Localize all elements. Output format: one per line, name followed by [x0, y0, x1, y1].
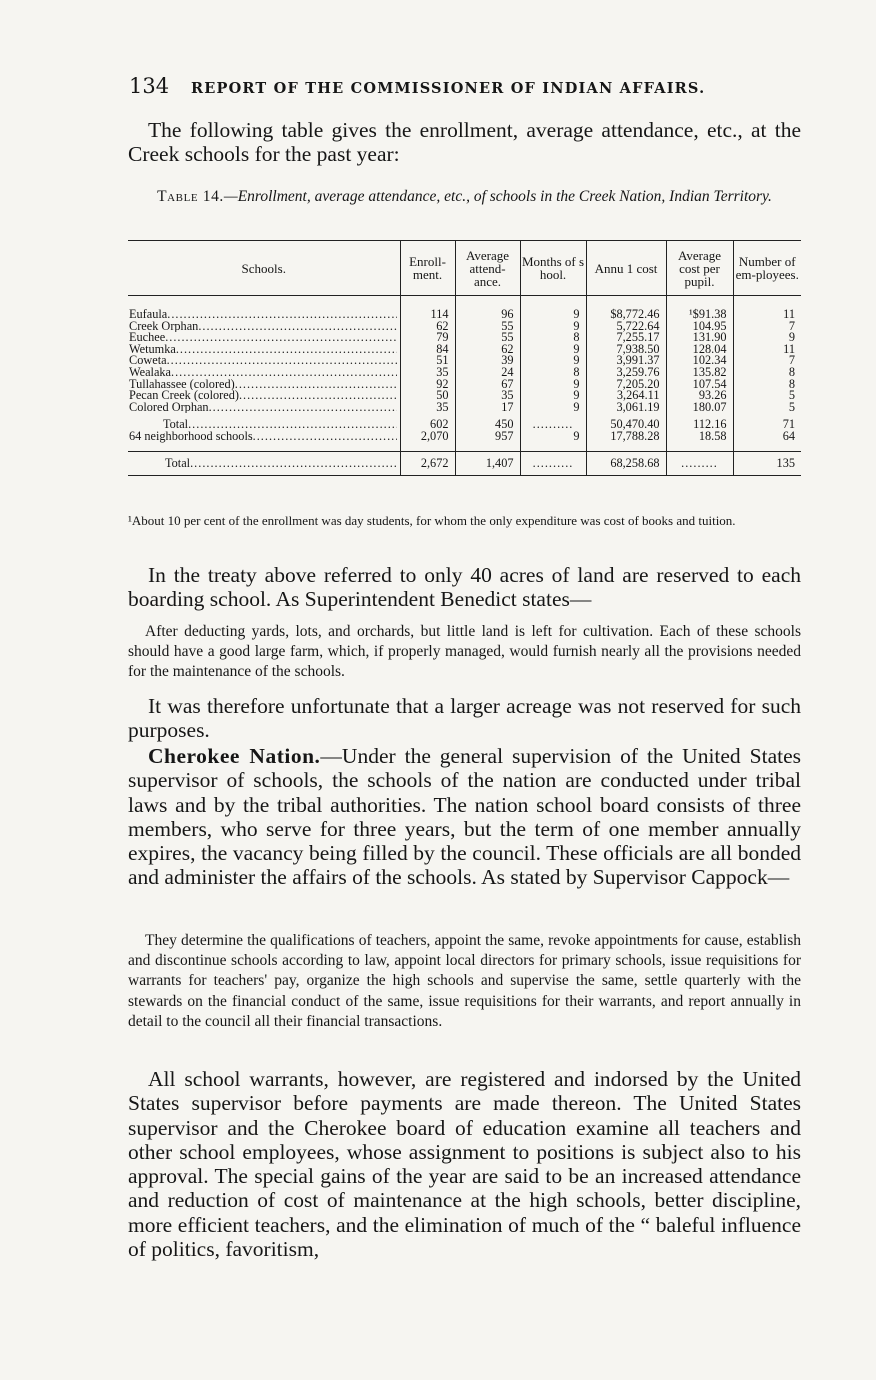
cell: 9: [520, 344, 586, 356]
subtotal-label: Total: [163, 419, 189, 431]
col-header-cost-per-pupil: Average cost per pupil.: [666, 241, 733, 296]
col-header-employees: Number of em-ployees.: [733, 241, 801, 296]
cell: 114: [400, 296, 455, 321]
cell-empty-dots: .........: [666, 451, 733, 476]
table-caption-text: —Enrollment, average attendance, etc., of schools in the Creek Nation, Indian Territory.: [223, 188, 772, 205]
col-header-schools: Schools.: [128, 241, 400, 296]
school-name: Euchee: [129, 332, 166, 344]
neighborhood-row: [128, 431, 801, 451]
cell: 9: [733, 332, 801, 344]
paragraph-cherokee-nation: [128, 744, 801, 890]
total-row: [128, 451, 801, 476]
school-name: Wetumka: [129, 343, 176, 356]
cell: $8,772.46: [586, 296, 666, 321]
page-number: 134: [129, 74, 170, 98]
cell: 92: [400, 379, 455, 391]
cell: 51: [400, 355, 455, 367]
school-name: Creek Orphan: [129, 320, 199, 333]
cell: 107.54: [666, 379, 733, 391]
col-header-attendance: Average attend-ance.: [455, 241, 520, 296]
paragraph-treaty: In the treaty above referred to only 40 acres of land are reserved to each boarding school. As Superintendent Benedict states—: [128, 563, 801, 612]
cell: 9: [520, 379, 586, 391]
cell: 7,938.50: [586, 344, 666, 356]
col-header-months: Months of s hool.: [520, 241, 586, 296]
cell: 135: [733, 451, 801, 476]
cell-empty-dots: ..........: [520, 413, 586, 431]
cell: 8: [520, 332, 586, 344]
cell: 131.90: [666, 332, 733, 344]
cell: 35: [400, 402, 455, 414]
quote-benedict: After deducting yards, lots, and orchards, but little land is left for cultivation. Each of these schools should have a good large farm, which, if properly managed, would furnish nearly all the provisions needed for the maintenance of the schools.: [128, 623, 801, 681]
enrollment-table: [128, 240, 801, 476]
cell: 93.26: [666, 390, 733, 402]
cell: 2,070: [400, 431, 455, 451]
cell: 55: [455, 332, 520, 344]
running-title: REPORT OF THE COMMISSIONER OF INDIAN AFFAIRS.: [191, 80, 706, 97]
cell: 55: [455, 321, 520, 333]
cell: 5: [733, 390, 801, 402]
cell: 17,788.28: [586, 431, 666, 451]
quote-cappock: They determine the qualifications of teachers, appoint the same, revoke appointments for cause, establish and discontinue schools according to law, appoint local directors for primary schools, issue requisitions for warrants for teachers' pay, organize the high schools and supervise the same, settle quarterly with the stewards on the financial conduct of the same, issue requisitions for their warrants, and report annually in detail to the council all their financial transactions.: [128, 932, 801, 1030]
cell: 135.82: [666, 367, 733, 379]
col-header-annual-cost: Annu 1 cost: [586, 241, 666, 296]
cell: ¹$91.38: [666, 296, 733, 321]
school-name: Coweta: [129, 355, 167, 367]
school-name: Eufaula: [129, 309, 168, 321]
cell: 71: [733, 413, 801, 431]
cell: 50: [400, 390, 455, 402]
cell: 9: [520, 431, 586, 451]
table-row: [128, 296, 801, 321]
page-header: [129, 74, 809, 102]
cell: 62: [455, 344, 520, 356]
cell: 7: [733, 321, 801, 333]
cell: 84: [400, 344, 455, 356]
cell: 9: [520, 390, 586, 402]
school-name: 64 neighborhood schools: [129, 430, 253, 443]
intro-paragraph: The following table gives the enrollment, average attendance, etc., at the Creek schools for the past year:: [128, 118, 801, 167]
cell: 62: [400, 321, 455, 333]
cell: 450: [455, 413, 520, 431]
cell: 602: [400, 413, 455, 431]
cell: 7: [733, 355, 801, 367]
cell: 1,407: [455, 451, 520, 476]
cell: 18.58: [666, 431, 733, 451]
table-header-row: [128, 241, 801, 296]
cell: 8: [733, 379, 801, 391]
cell: 112.16: [666, 413, 733, 431]
col-header-enrollment: Enroll-ment.: [400, 241, 455, 296]
paragraph-acreage: It was therefore unfortunate that a larger acreage was not reserved for such purposes.: [128, 694, 801, 743]
cell: 3,259.76: [586, 367, 666, 379]
cell: 9: [520, 402, 586, 414]
cell: 102.34: [666, 355, 733, 367]
cell: 17: [455, 402, 520, 414]
cell: 3,991.37: [586, 355, 666, 367]
table-caption: [128, 186, 801, 207]
cherokee-nation-heading: Cherokee Nation.: [148, 744, 321, 768]
cell: 68,258.68: [586, 451, 666, 476]
cell: 50,470.40: [586, 413, 666, 431]
cell: 9: [520, 296, 586, 321]
school-name: Pecan Creek (colored): [129, 390, 239, 402]
cell: 128.04: [666, 344, 733, 356]
table-row: [128, 402, 801, 414]
cell: 64: [733, 431, 801, 451]
cell: 24: [455, 367, 520, 379]
paragraph-warrants: All school warrants, however, are registered and indorsed by the United States supervisor before payments are made thereon. The United States supervisor and the Cherokee board of education examine all teachers and other school employees, whose assignment to positions is subject also to his approval. The special gains of the year are said to be an increased attendance and reduction of cost of maintenance at the high schools, better discipline, more efficient teachers, and the elimination of much of the “ baleful influence of politics, favoritism,: [128, 1067, 801, 1262]
cell: 8: [733, 367, 801, 379]
table-label: Table 14.: [157, 188, 224, 205]
cell: 11: [733, 344, 801, 356]
cell-empty-dots: ..........: [520, 451, 586, 476]
table-footnote: ¹About 10 per cent of the enrollment was day students, for whom the only expenditure was cost of books and tuition.: [128, 513, 736, 528]
school-name: Wealaka: [129, 366, 172, 379]
cell: 11: [733, 296, 801, 321]
cell: 35: [455, 390, 520, 402]
cell: 35: [400, 367, 455, 379]
cell: 5,722.64: [586, 321, 666, 333]
cell: 7,205.20: [586, 379, 666, 391]
cell: 180.07: [666, 402, 733, 414]
cell: 39: [455, 355, 520, 367]
cell: 7,255.17: [586, 332, 666, 344]
cell: 9: [520, 355, 586, 367]
cell: 2,672: [400, 451, 455, 476]
cell: 957: [455, 431, 520, 451]
cell: 5: [733, 402, 801, 414]
cell: 67: [455, 379, 520, 391]
cell: 8: [520, 367, 586, 379]
cell: 79: [400, 332, 455, 344]
school-name: Tullahassee (colored): [129, 378, 235, 391]
cell: 3,061.19: [586, 402, 666, 414]
cell: 9: [520, 321, 586, 333]
cherokee-nation-text: —Under the general supervision of the United States supervisor of schools, the schools of the nation are conducted under tribal laws and by the tribal authorities. The nation school board consists of three members, who serve for three years, but the term of one member annually expires, the vacancy being filled by the council. These officials are all bonded and administer the affairs of the schools. As stated by Supervisor Cappock—: [128, 744, 801, 890]
total-label: Total: [165, 457, 191, 470]
cell: 104.95: [666, 321, 733, 333]
school-name: Colored Orphan: [129, 401, 209, 414]
cell: 3,264.11: [586, 390, 666, 402]
cell: 96: [455, 296, 520, 321]
